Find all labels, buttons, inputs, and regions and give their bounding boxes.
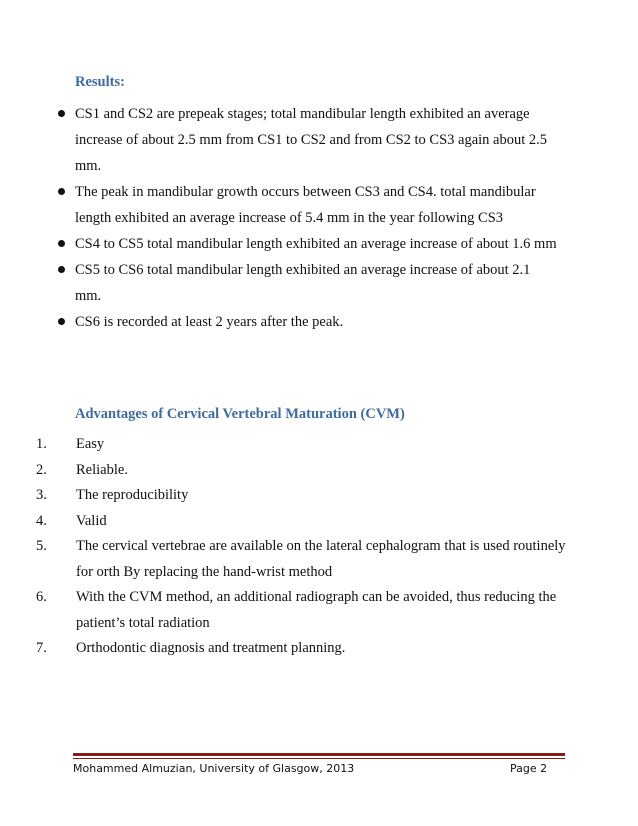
list-item <box>36 509 576 535</box>
item-number: 5. <box>36 538 47 554</box>
item-text: The cervical vertebrae are available on the lateral cephalogram that is used routinely for orth By replacing the hand-wrist method <box>76 538 566 580</box>
item-number: 3. <box>36 487 47 503</box>
item-number: 1. <box>36 436 47 452</box>
bullet-text: CS5 to CS6 total mandibular length exhibited an average increase of about 2.1 mm. <box>75 262 531 304</box>
list-item <box>36 534 576 585</box>
item-text: Reliable. <box>76 461 128 478</box>
advantages-heading: Advantages of Cervical Vertebral Maturation (CVM) <box>75 406 405 422</box>
list-item <box>58 257 558 309</box>
item-text: Easy <box>76 436 105 452</box>
results-heading: Results: <box>75 74 125 90</box>
bullet-text: CS4 to CS5 total mandibular length exhibited an average increase of about 1.6 mm <box>75 236 557 252</box>
footer-page-number: Page 2 <box>510 762 548 775</box>
bullet-text: CS1 and CS2 are prepeak stages; total mandibular length exhibited an average increase of about 2.5 mm from CS1 to CS2 and from CS2 to CS3 again about 2.5 mm. <box>75 106 548 174</box>
item-text: With the CVM method, an additional radiograph can be avoided, thus reducing the patient’s total radiation <box>76 589 557 631</box>
list-item <box>58 179 558 231</box>
advantages-numbered-list <box>36 432 576 662</box>
item-number: 4. <box>36 512 47 529</box>
footer-divider-thin <box>73 758 565 759</box>
item-number: 7. <box>36 640 47 656</box>
list-item <box>58 101 558 179</box>
list-item <box>36 636 576 662</box>
list-item <box>58 309 558 335</box>
item-number: 2. <box>36 461 47 478</box>
item-text: Valid <box>76 512 107 529</box>
list-item <box>36 432 576 458</box>
bullet-icon <box>58 110 65 117</box>
bullet-icon <box>58 188 65 195</box>
list-item <box>58 231 558 257</box>
item-text: Orthodontic diagnosis and treatment planning. <box>76 640 346 656</box>
item-text: The reproducibility <box>76 487 189 503</box>
footer-author: Mohammed Almuzian, University of Glasgow, 2013 <box>73 762 355 775</box>
footer-divider <box>73 753 565 756</box>
item-number: 6. <box>36 589 47 605</box>
bullet-icon <box>58 266 65 273</box>
list-item <box>36 585 576 636</box>
list-item <box>36 483 576 509</box>
bullet-text: CS6 is recorded at least 2 years after the peak. <box>75 314 344 330</box>
bullet-icon <box>58 318 65 325</box>
results-bullet-list <box>58 101 558 335</box>
bullet-text: The peak in mandibular growth occurs between CS3 and CS4. total mandibular length exhibited an average increase of 5.4 mm in the year following CS3 <box>75 184 536 226</box>
bullet-icon <box>58 240 65 247</box>
list-item <box>36 458 576 484</box>
